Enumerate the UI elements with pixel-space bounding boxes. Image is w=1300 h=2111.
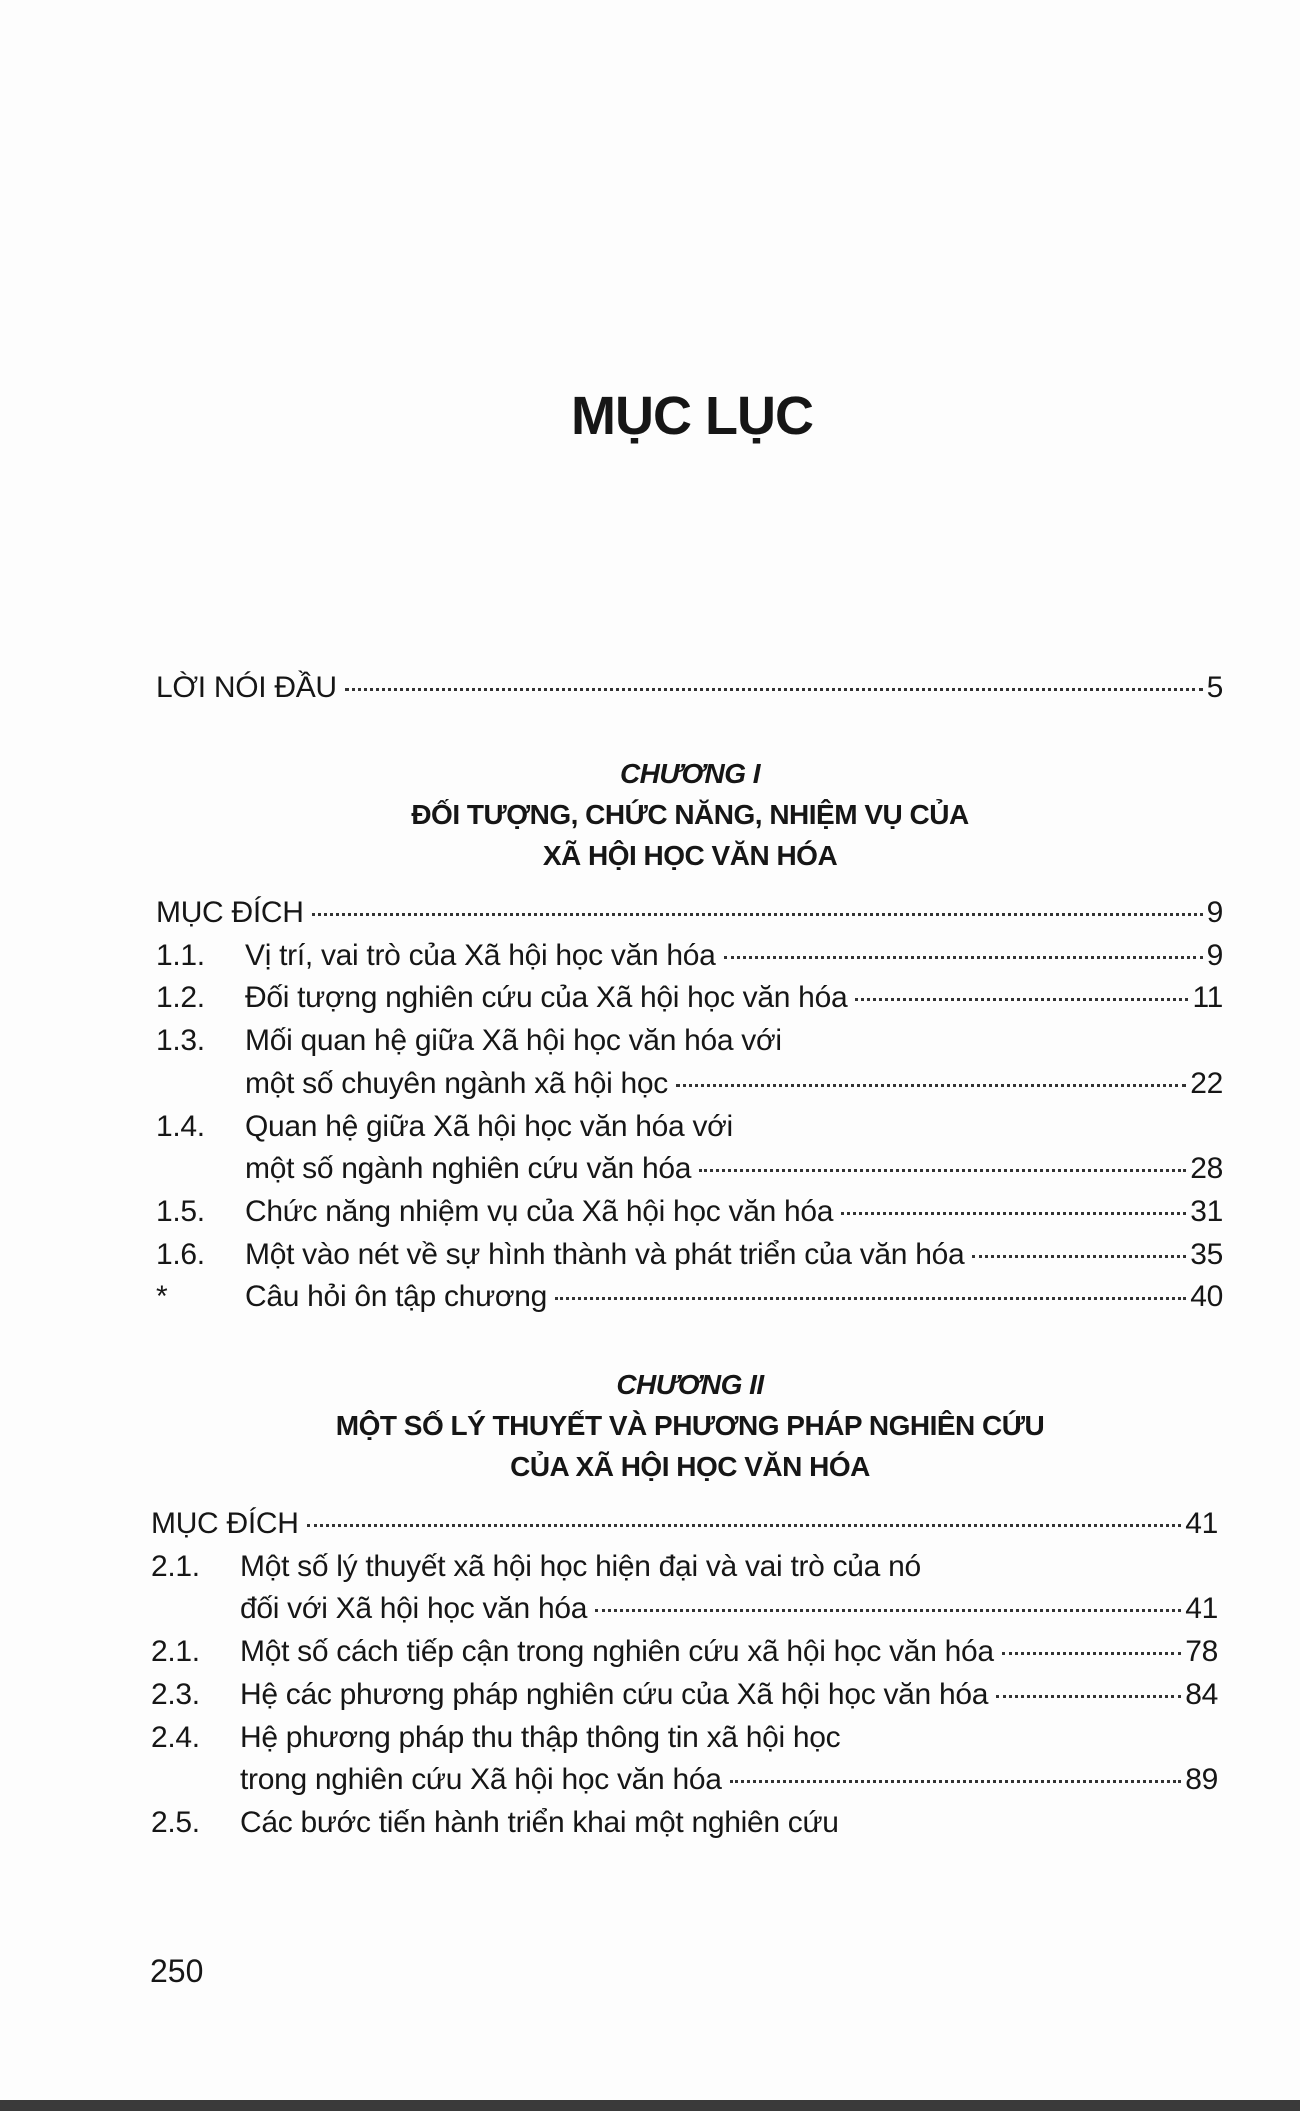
toc-entry-line — [151, 1759, 1218, 1801]
toc-entry-line — [151, 1674, 1218, 1716]
toc-entry-line — [156, 1063, 1223, 1105]
toc-entry-line — [156, 667, 1223, 709]
entry-title: Mối quan hệ giữa Xã hội học văn hóa với — [245, 1024, 782, 1058]
toc-entry-line — [156, 1106, 1223, 1148]
entry-number: 1.1. — [156, 938, 205, 972]
dot-leader — [595, 1609, 1181, 1612]
entry-page: 40 — [1190, 1280, 1223, 1314]
entry-title: Câu hỏi ôn tập chương — [245, 1280, 547, 1314]
chapter-label: CHƯƠNG II — [616, 1369, 764, 1400]
scan-edge — [0, 2100, 1300, 2111]
toc-entry-line — [156, 892, 1223, 934]
toc-entry-line — [151, 1546, 1218, 1588]
entry-number: 1.5. — [156, 1194, 205, 1228]
chapter-heading: ĐỐI TƯỢNG, CHỨC NĂNG, NHIỆM VỤ CỦA — [411, 799, 969, 830]
dot-leader — [972, 1255, 1186, 1258]
entry-page: 41 — [1185, 1507, 1218, 1540]
dot-leader — [345, 688, 1203, 691]
entry-page: 89 — [1185, 1763, 1218, 1797]
dot-leader — [699, 1169, 1186, 1172]
dot-leader — [312, 913, 1203, 916]
dot-leader — [307, 1524, 1182, 1527]
chapter-label: CHƯƠNG I — [619, 758, 761, 789]
entry-number: * — [156, 1280, 168, 1314]
entry-title: trong nghiên cứu Xã hội học văn hóa — [240, 1763, 722, 1797]
chapter-heading: CỦA XÃ HỘI HỌC VĂN HÓA — [510, 1451, 870, 1482]
toc-entry-line — [151, 1717, 1218, 1759]
entry-number: 2.1. — [151, 1549, 200, 1583]
entry-title: một số ngành nghiên cứu văn hóa — [245, 1152, 692, 1186]
toc-entry-line — [151, 1588, 1218, 1630]
entry-title: Một số cách tiếp cận trong nghiên cứu xã hội học văn hóa — [240, 1635, 994, 1669]
toc-entry-line — [151, 1631, 1218, 1673]
dot-leader — [1002, 1652, 1181, 1655]
entry-title: Đối tượng nghiên cứu của Xã hội học văn hóa — [245, 981, 848, 1015]
entry-page: 9 — [1206, 896, 1223, 929]
dot-leader — [855, 998, 1188, 1001]
entry-title: Các bước tiến hành triển khai một nghiên cứu — [240, 1805, 839, 1839]
entry-title: một số chuyên ngành xã hội học — [245, 1066, 668, 1100]
entry-title: MỤC ĐÍCH — [156, 896, 304, 929]
entry-number: 1.3. — [156, 1024, 205, 1058]
entry-number: 2.5. — [151, 1805, 200, 1839]
dot-leader — [996, 1695, 1181, 1698]
entry-title: đối với Xã hội học văn hóa — [240, 1592, 588, 1626]
entry-title: Vị trí, vai trò của Xã hội học văn hóa — [245, 938, 716, 972]
dot-leader — [676, 1084, 1186, 1087]
entry-number: 1.4. — [156, 1109, 205, 1143]
dot-leader — [841, 1212, 1186, 1215]
entry-page: 35 — [1190, 1237, 1223, 1271]
entry-title: Chức năng nhiệm vụ của Xã hội học văn hóa — [245, 1194, 834, 1228]
toc-entry-line — [156, 1276, 1223, 1318]
entry-title: MỤC ĐÍCH — [151, 1507, 299, 1540]
dot-leader — [730, 1780, 1182, 1783]
entry-page: 9 — [1206, 938, 1223, 972]
toc-entry-line — [156, 1148, 1223, 1190]
chapter-heading: XÃ HỘI HỌC VĂN HÓA — [542, 840, 838, 871]
entry-page: 31 — [1190, 1194, 1223, 1228]
toc-entry-line — [156, 977, 1223, 1019]
entry-title: Một vào nét về sự hình thành và phát triển của văn hóa — [245, 1237, 965, 1271]
entry-title: Một số lý thuyết xã hội học hiện đại và vai trò của nó — [240, 1549, 921, 1583]
toc-entry-line — [156, 1191, 1223, 1233]
entry-number: 2.4. — [151, 1720, 200, 1754]
entry-title: Hệ các phương pháp nghiên cứu của Xã hội học văn hóa — [240, 1677, 989, 1711]
toc-entry-line — [156, 935, 1223, 977]
entry-page: 28 — [1190, 1152, 1223, 1186]
entry-number: 2.1. — [151, 1635, 200, 1669]
page-title: MỤC LỤC — [571, 386, 813, 446]
chapter-heading: MỘT SỐ LÝ THUYẾT VÀ PHƯƠNG PHÁP NGHIÊN CỨU — [335, 1410, 1045, 1441]
entry-page: 78 — [1185, 1635, 1218, 1669]
entry-page: 11 — [1192, 981, 1223, 1015]
toc-entry-line — [156, 1234, 1223, 1276]
entry-page: 41 — [1185, 1592, 1218, 1626]
dot-leader — [724, 956, 1203, 959]
dot-leader — [555, 1297, 1186, 1300]
entry-number: 2.3. — [151, 1677, 200, 1711]
entry-title: Hệ phương pháp thu thập thông tin xã hội học — [240, 1720, 841, 1754]
toc-entry-line — [156, 1020, 1223, 1062]
entry-title: LỜI NÓI ĐẦU — [156, 671, 337, 704]
entry-page: 22 — [1190, 1066, 1223, 1100]
page-number: 250 — [150, 1953, 204, 1989]
entry-page: 84 — [1185, 1677, 1218, 1711]
entry-number: 1.2. — [156, 981, 205, 1015]
toc-entry-line — [151, 1503, 1218, 1545]
entry-title: Quan hệ giữa Xã hội học văn hóa với — [245, 1109, 733, 1143]
toc-entry-line — [151, 1802, 1218, 1844]
entry-page: 5 — [1206, 671, 1223, 704]
entry-number: 1.6. — [156, 1237, 205, 1271]
